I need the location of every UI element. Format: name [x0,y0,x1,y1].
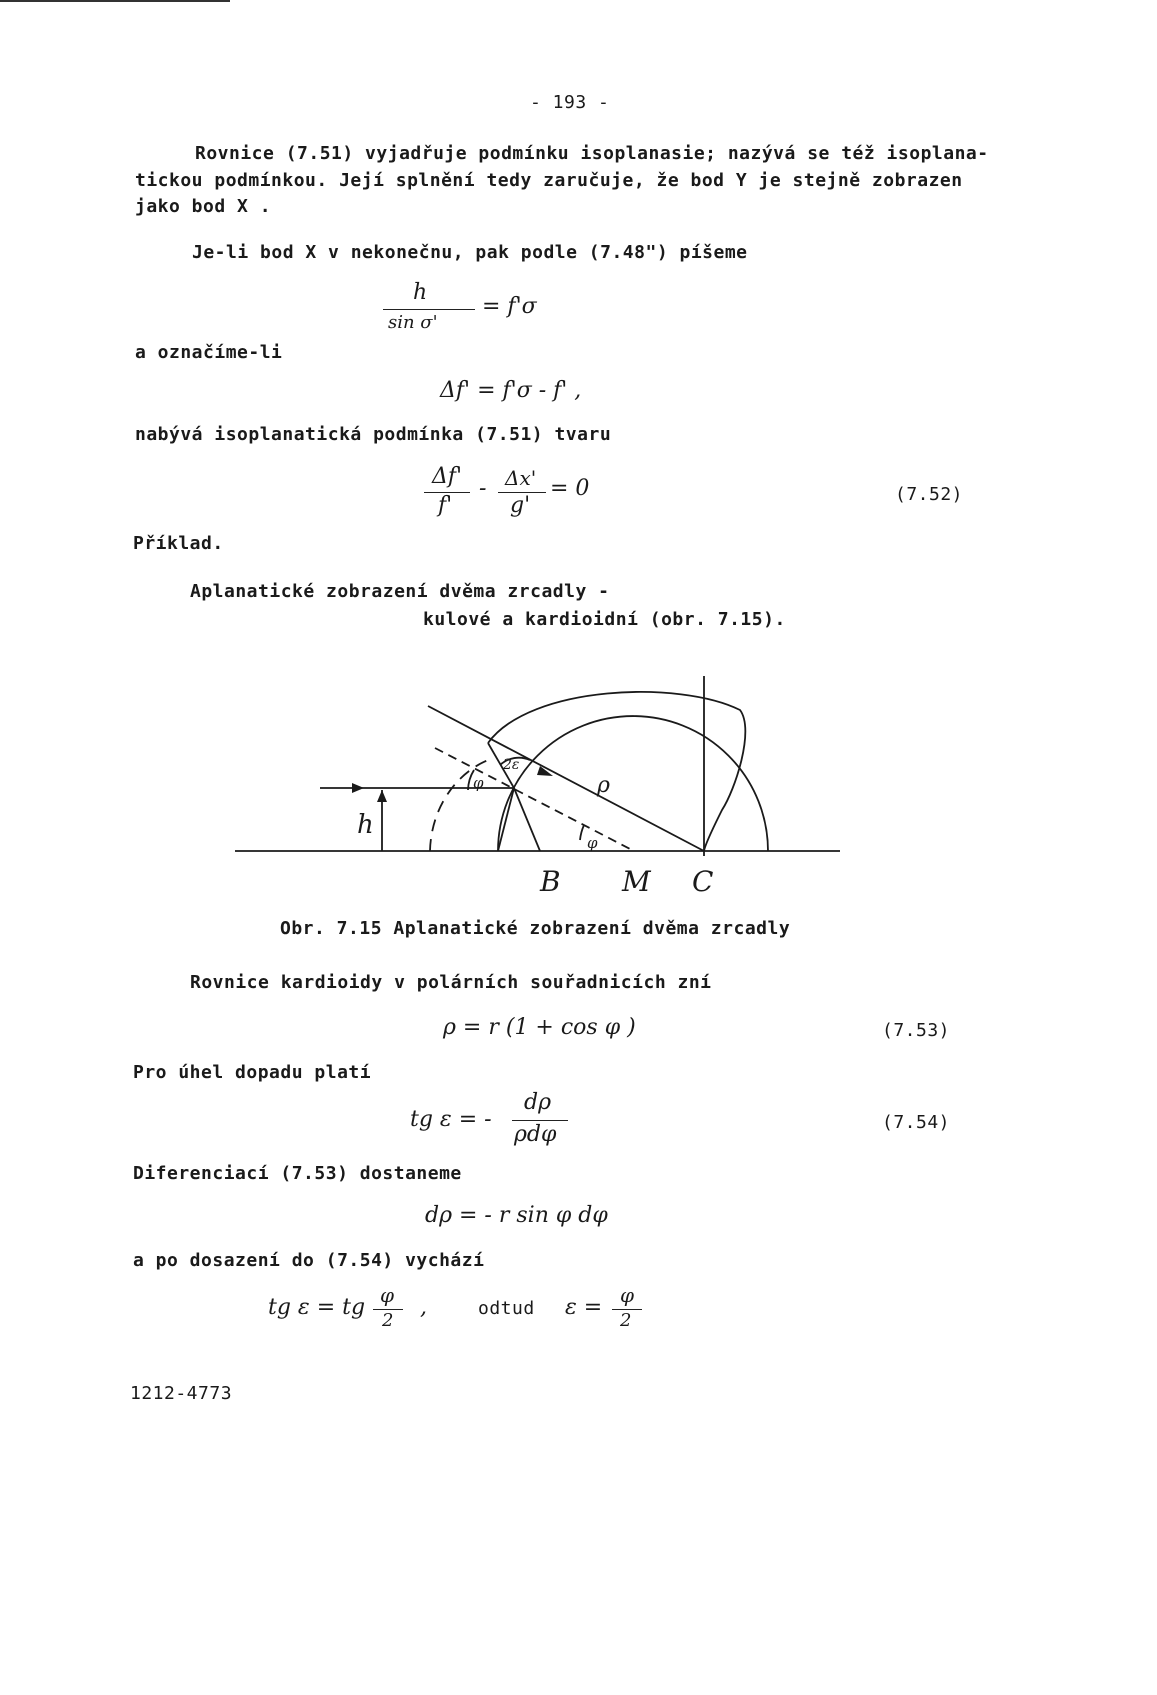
formula-752-den1: f' [438,493,453,518]
equation-label-752: (7.52) [895,484,964,505]
formula-final-num1: φ [380,1283,395,1307]
formula-754-bar [512,1120,568,1121]
formula-752-minus: - [479,476,487,501]
formula-final-den2: 2 [620,1310,632,1331]
formula-752-rhs: = 0 [550,476,590,501]
formula-final-num2: φ [620,1283,635,1307]
example-title-line1: Aplanatické zobrazení dvěma zrcadly - [190,581,610,602]
height-h-arrow [377,790,387,802]
text-uhel-dopadu: Pro úhel dopadu platí [133,1062,372,1083]
formula-754-den: ρdφ [514,1122,557,1147]
formula-final-eps: ε = [565,1295,603,1320]
paragraph2-line1: Je-li bod X v nekonečnu, pak podle (7.48") píšeme [192,242,748,263]
figure-aplanatic-mirrors [0,670,1157,930]
formula-752-den2: g' [510,493,531,518]
label-b: B [540,865,561,898]
label-phi-2: φ [587,834,598,852]
text-diferenciaci: Diferenciací (7.53) dostaneme [133,1163,462,1184]
formula-h-fraction-bar [383,309,475,310]
page-number: - 193 - [530,92,610,113]
cardioid-mirror-curve [488,692,745,851]
label-h: h [357,810,374,840]
formula-h-numerator: h [413,280,428,305]
formula-752-num1: Δf' [432,464,463,489]
paragraph1-line2: tickou podmínkou. Její splnění tedy zaručuje, že bod Y je stejně zobrazen [135,170,963,191]
equation-label-753: (7.53) [882,1020,951,1041]
paragraph1-line1: Rovnice (7.51) vyjadřuje podmínku isoplanasie; nazývá se též isoplana- [195,143,989,164]
formula-h-rhs: = f'σ [482,294,537,319]
example-title-line2: kulové a kardioidní (obr. 7.15). [423,609,786,630]
equation-label-754: (7.54) [882,1112,951,1133]
spherical-mirror-arc [498,716,768,851]
label-c: C [692,865,714,898]
formula-754-num: dρ [524,1090,552,1115]
formula-final-lhs: tg ε = tg [268,1295,366,1320]
priklad-heading: Příklad. [133,533,224,554]
figure-caption: Obr. 7.15 Aplanatické zobrazení dvěma zrcadly [280,918,791,939]
formula-753: ρ = r (1 + cos φ ) [443,1015,636,1040]
formula-final-den1: 2 [382,1310,394,1331]
paragraph1-line3: jako bod X . [135,196,272,217]
formula-final-comma: , [420,1295,427,1320]
text-po-dosazeni: a po dosazení do (7.54) vychází [133,1250,485,1271]
formula-delta-f: Δf' = f'σ - f' , [440,378,582,403]
formula-752-num2: Δx' [505,466,537,490]
ray-to-sphere-line [498,788,514,851]
footer-code: 1212-4773 [130,1383,233,1404]
text-rovnice-kardioidy: Rovnice kardioidy v polárních souřadnicích zní [190,972,712,993]
formula-754-lhs: tg ε = - [410,1107,492,1132]
label-2eps: 2ε [503,757,520,773]
formula-final-odtud: odtud [478,1298,535,1319]
top-edge-line [0,0,230,2]
formula-drho: dρ = - r sin φ dφ [425,1203,608,1228]
text-nabyva: nabývá isoplanatická podmínka (7.51) tvaru [135,424,612,445]
angle-phi-arc-2 [580,825,584,840]
label-rho: ρ [597,773,610,798]
formula-h-denominator: sin σ' [388,312,438,333]
ray-to-b-line [514,788,540,851]
text-oznacime: a označíme-li [135,342,283,363]
incident-ray-arrow [352,783,364,793]
label-m: M [622,865,651,898]
label-phi-1: φ [473,774,484,792]
